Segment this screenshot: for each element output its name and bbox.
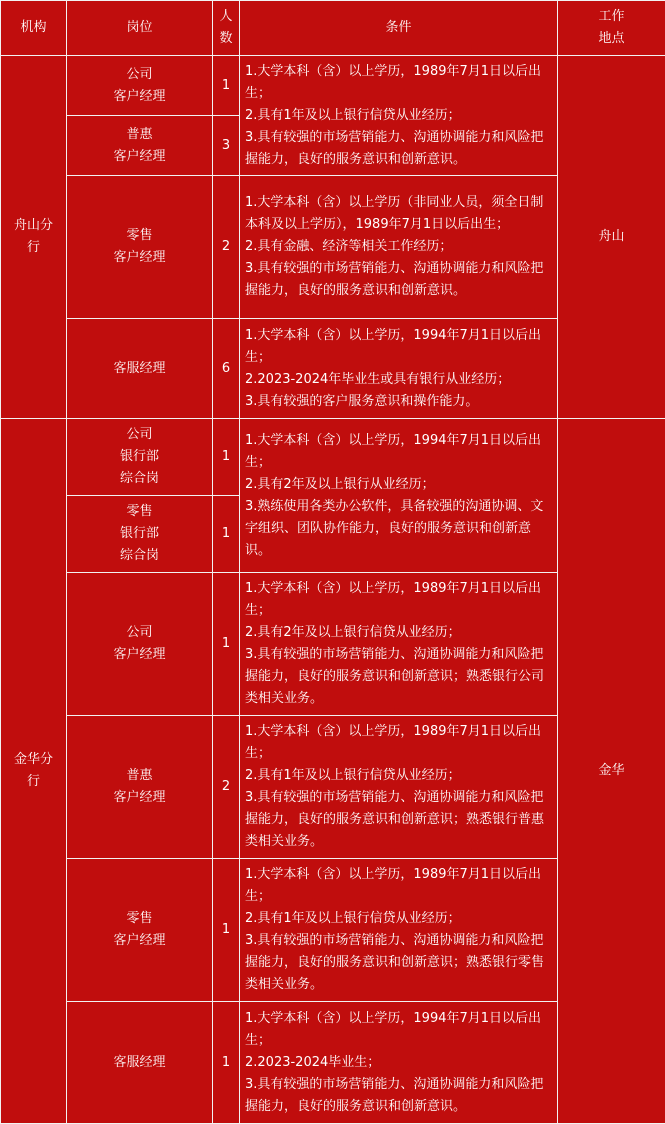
position-cell: 客服经理 xyxy=(67,1002,213,1124)
header-conditions: 条件 xyxy=(240,1,558,56)
conditions-cell: 1.大学本科（含）以上学历，1989年7月1日以后出生； 2.具有1年及以上银行信贷从业经历； 3.具有较强的市场营销能力、沟通协调能力和风险把握能力，良好的服务意识和创新意识。 xyxy=(240,56,558,176)
position-cell: 公司 银行部 综合岗 xyxy=(67,419,213,496)
conditions-cell: 1.大学本科（含）以上学历，1994年7月1日以后出生； 2.2023-2024毕业生； 3.具有较强的市场营销能力、沟通协调能力和风险把握能力，良好的服务意识和创新意识。 xyxy=(240,1002,558,1124)
position-cell: 零售 客户经理 xyxy=(67,176,213,319)
header-position: 岗位 xyxy=(67,1,213,56)
count-cell: 1 xyxy=(213,859,240,1002)
position-cell: 公司 客户经理 xyxy=(67,56,213,116)
position-cell: 普惠 客户经理 xyxy=(67,716,213,859)
org-zhoushan: 舟山分 行 xyxy=(1,56,67,419)
conditions-cell: 1.大学本科（含）以上学历，1994年7月1日以后出生； 2.2023-2024年毕业生或具有银行从业经历； 3.具有较强的客户服务意识和操作能力。 xyxy=(240,319,558,419)
position-cell: 零售 客户经理 xyxy=(67,859,213,1002)
conditions-cell: 1.大学本科（含）以上学历，1994年7月1日以后出生； 2.具有2年及以上银行从业经历； 3.熟练使用各类办公软件，具备较强的沟通协调、文字组织、团队协作能力，良好的服务意识和创新意识。 xyxy=(240,419,558,573)
header-count: 人 数 xyxy=(213,1,240,56)
count-cell: 2 xyxy=(213,176,240,319)
table-row xyxy=(1,56,665,116)
count-cell: 6 xyxy=(213,319,240,419)
count-cell: 1 xyxy=(213,56,240,116)
position-cell: 客服经理 xyxy=(67,319,213,419)
count-cell: 1 xyxy=(213,1002,240,1124)
count-cell: 3 xyxy=(213,116,240,176)
position-cell: 公司 客户经理 xyxy=(67,573,213,716)
table-row xyxy=(1,419,665,496)
count-cell: 2 xyxy=(213,716,240,859)
count-cell: 1 xyxy=(213,496,240,573)
position-cell: 零售 银行部 综合岗 xyxy=(67,496,213,573)
header-location: 工作 地点 xyxy=(558,1,665,56)
header-org: 机构 xyxy=(1,1,67,56)
conditions-cell: 1.大学本科（含）以上学历，1989年7月1日以后出生； 2.具有2年及以上银行信贷从业经历； 3.具有较强的市场营销能力、沟通协调能力和风险把握能力，良好的服务意识和创新意识；熟悉银行公司类相关业务。 xyxy=(240,573,558,716)
header-row xyxy=(1,1,665,56)
location-jinhua: 金华 xyxy=(558,419,665,1124)
position-cell: 普惠 客户经理 xyxy=(67,116,213,176)
conditions-cell: 1.大学本科（含）以上学历，1989年7月1日以后出生； 2.具有1年及以上银行信贷从业经历； 3.具有较强的市场营销能力、沟通协调能力和风险把握能力，良好的服务意识和创新意识；熟悉银行普惠类相关业务。 xyxy=(240,716,558,859)
count-cell: 1 xyxy=(213,419,240,496)
conditions-cell: 1.大学本科（含）以上学历，1989年7月1日以后出生； 2.具有1年及以上银行信贷从业经历； 3.具有较强的市场营销能力、沟通协调能力和风险把握能力，良好的服务意识和创新意识；熟悉银行零售类相关业务。 xyxy=(240,859,558,1002)
count-cell: 1 xyxy=(213,573,240,716)
conditions-cell: 1.大学本科（含）以上学历（非同业人员，须全日制本科及以上学历），1989年7月1日以后出生； 2.具有金融、经济等相关工作经历； 3.具有较强的市场营销能力、沟通协调能力和风险把握能力，良好的服务意识和创新意识。 xyxy=(240,176,558,319)
location-zhoushan: 舟山 xyxy=(558,56,665,419)
org-jinhua: 金华分 行 xyxy=(1,419,67,1124)
